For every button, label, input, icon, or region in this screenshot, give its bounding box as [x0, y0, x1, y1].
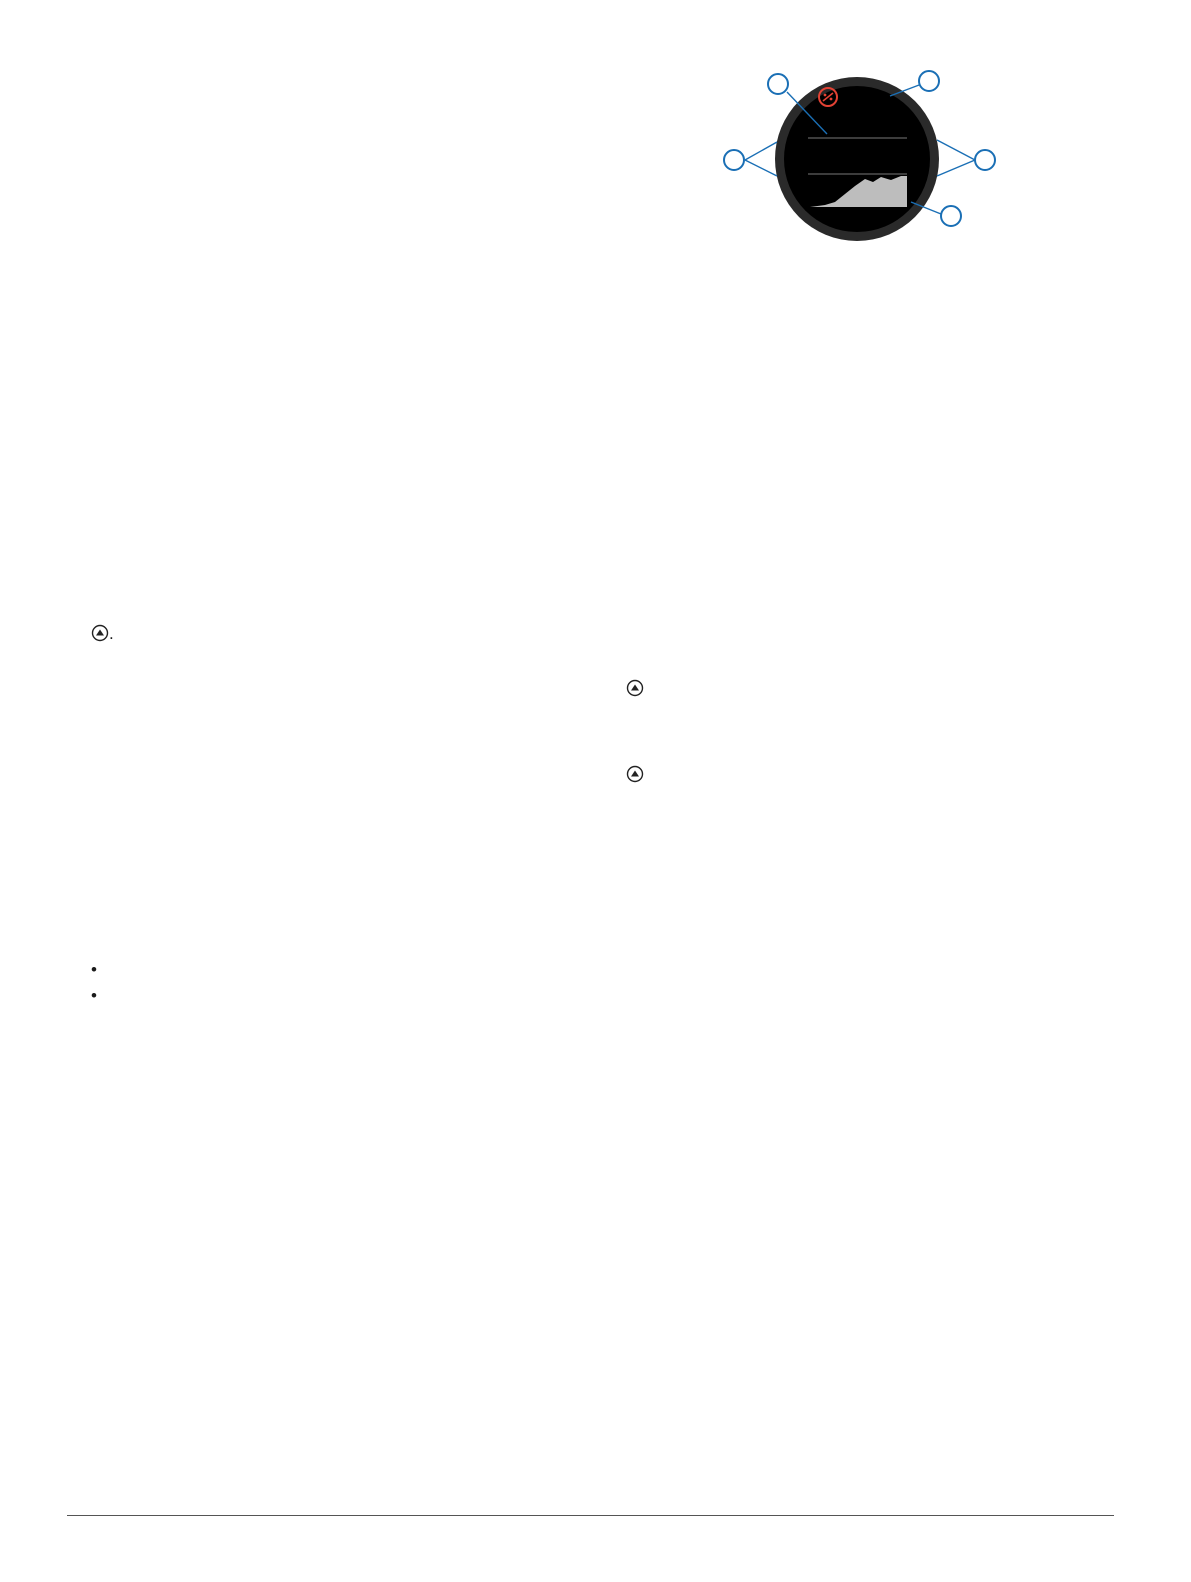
all-day-step: [626, 765, 1114, 785]
callout-3: [919, 71, 939, 91]
widget-step-3: [602, 679, 1114, 725]
footer-divider: [67, 1515, 1114, 1516]
callout-4: [975, 150, 995, 170]
step-5-detail: [67, 756, 579, 822]
up-arrow-button-icon: [91, 624, 109, 642]
step-6: [67, 822, 579, 868]
manual-steps: [602, 924, 1114, 976]
watch-illustration: [715, 62, 1015, 242]
callout-1: [724, 150, 744, 170]
option-decline: [67, 986, 579, 1012]
widget-steps: [602, 521, 1114, 725]
step-7: [67, 934, 579, 960]
callout-2: [768, 74, 788, 94]
up-arrow-button-icon: [626, 765, 644, 783]
callout-5: [941, 206, 961, 226]
step-6-detail: [67, 868, 579, 934]
ftp-steps: [67, 624, 579, 1012]
widget-step-1: [602, 521, 1114, 567]
step-4: [67, 703, 579, 730]
widget-note: [602, 593, 1114, 679]
step-1: .: [67, 624, 579, 650]
up-arrow-button-icon: [626, 679, 644, 697]
manual-step-1: [602, 924, 1114, 950]
option-accept: [67, 960, 579, 986]
widget-step-2: [602, 567, 1114, 593]
manual-step-2: [602, 950, 1114, 976]
step-3: [67, 677, 579, 703]
step-5: [67, 730, 579, 756]
watch-face: [784, 86, 930, 232]
step-2: [67, 650, 579, 677]
